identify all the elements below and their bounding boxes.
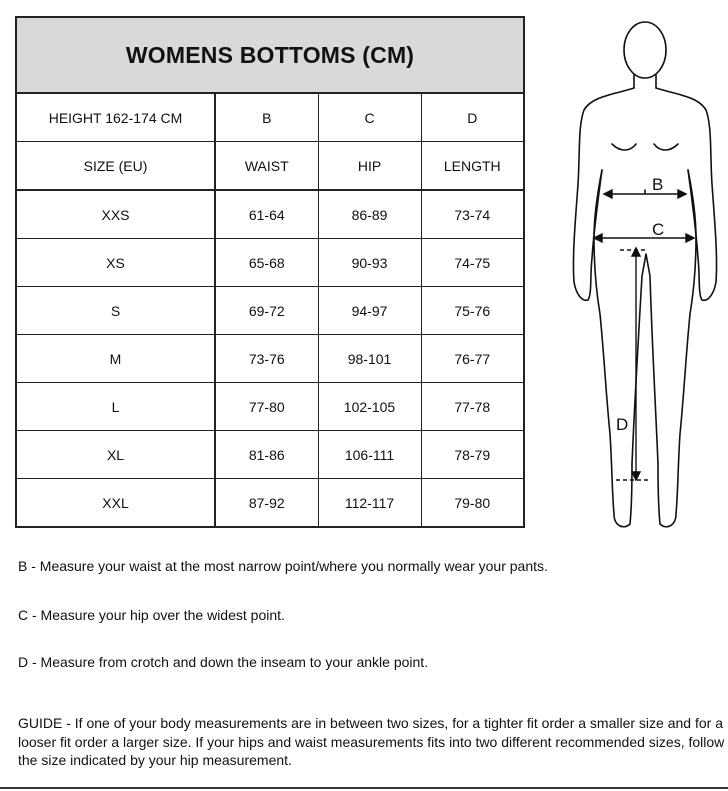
size-cell: M: [16, 335, 215, 383]
body-measurement-figure: [568, 14, 724, 536]
size-cell: S: [16, 287, 215, 335]
length-cell: 78-79: [421, 431, 524, 479]
body-outline: [573, 22, 716, 527]
column-b-label: B: [215, 93, 318, 142]
waist-cell: 61-64: [215, 190, 318, 239]
waist-cell: 65-68: [215, 239, 318, 287]
height-row: [16, 93, 524, 142]
table-row: [16, 479, 524, 528]
hip-cell: 90-93: [318, 239, 421, 287]
hip-arrow-right-head: [686, 234, 694, 242]
length-cell: 79-80: [421, 479, 524, 528]
note-d: D - Measure from crotch and down the inseam to your ankle point.: [18, 654, 429, 670]
waist-cell: 73-76: [215, 335, 318, 383]
header-row: [16, 142, 524, 191]
label-d: D: [616, 415, 629, 434]
note-c: C - Measure your hip over the widest point.: [18, 607, 285, 623]
column-d-label: D: [421, 93, 524, 142]
hip-cell: 112-117: [318, 479, 421, 528]
size-cell: XL: [16, 431, 215, 479]
length-cell: 73-74: [421, 190, 524, 239]
size-cell: XXS: [16, 190, 215, 239]
hip-cell: 106-111: [318, 431, 421, 479]
hip-cell: 94-97: [318, 287, 421, 335]
table-row: [16, 383, 524, 431]
label-c: C: [652, 220, 665, 239]
waist-cell: 77-80: [215, 383, 318, 431]
hip-arrow-left-head: [594, 234, 602, 242]
note-b: B - Measure your waist at the most narrow point/where you normally wear your pants.: [18, 558, 548, 574]
length-cell: 77-78: [421, 383, 524, 431]
table-row: [16, 335, 524, 383]
size-cell: XS: [16, 239, 215, 287]
table-row: [16, 287, 524, 335]
measurement-markers: [594, 190, 694, 480]
hip-cell: 98-101: [318, 335, 421, 383]
size-chart-table: [15, 16, 525, 528]
column-c-label: C: [318, 93, 421, 142]
table-row: [16, 431, 524, 479]
inseam-arrow-top-head: [632, 248, 640, 256]
waist-arrow-right-head: [678, 190, 686, 198]
hip-cell: 102-105: [318, 383, 421, 431]
table-row: [16, 190, 524, 239]
size-cell: L: [16, 383, 215, 431]
header-length: LENGTH: [421, 142, 524, 191]
table-row: [16, 239, 524, 287]
height-label: HEIGHT 162-174 CM: [16, 93, 215, 142]
table-title: WOMENS BOTTOMS (CM): [16, 17, 524, 93]
waist-cell: 87-92: [215, 479, 318, 528]
inseam-arrow-bottom-head: [632, 472, 640, 480]
header-size: SIZE (EU): [16, 142, 215, 191]
hip-cell: 86-89: [318, 190, 421, 239]
size-cell: XXL: [16, 479, 215, 528]
header-hip: HIP: [318, 142, 421, 191]
header-waist: WAIST: [215, 142, 318, 191]
table-title-row: [16, 17, 524, 93]
length-cell: 75-76: [421, 287, 524, 335]
bottom-rule: [0, 787, 728, 789]
waist-cell: 81-86: [215, 431, 318, 479]
length-cell: 76-77: [421, 335, 524, 383]
guide-text: GUIDE - If one of your body measurements are in between two sizes, for a tighter fit order a smaller size and for a looser fit order a larger size. If your hips and waist measurements fits into two different recommended sizes, follow the size indicated by your hip measurement.: [18, 715, 725, 768]
label-b: B: [652, 175, 664, 194]
waist-arrow-left-head: [604, 190, 612, 198]
waist-cell: 69-72: [215, 287, 318, 335]
length-cell: 74-75: [421, 239, 524, 287]
